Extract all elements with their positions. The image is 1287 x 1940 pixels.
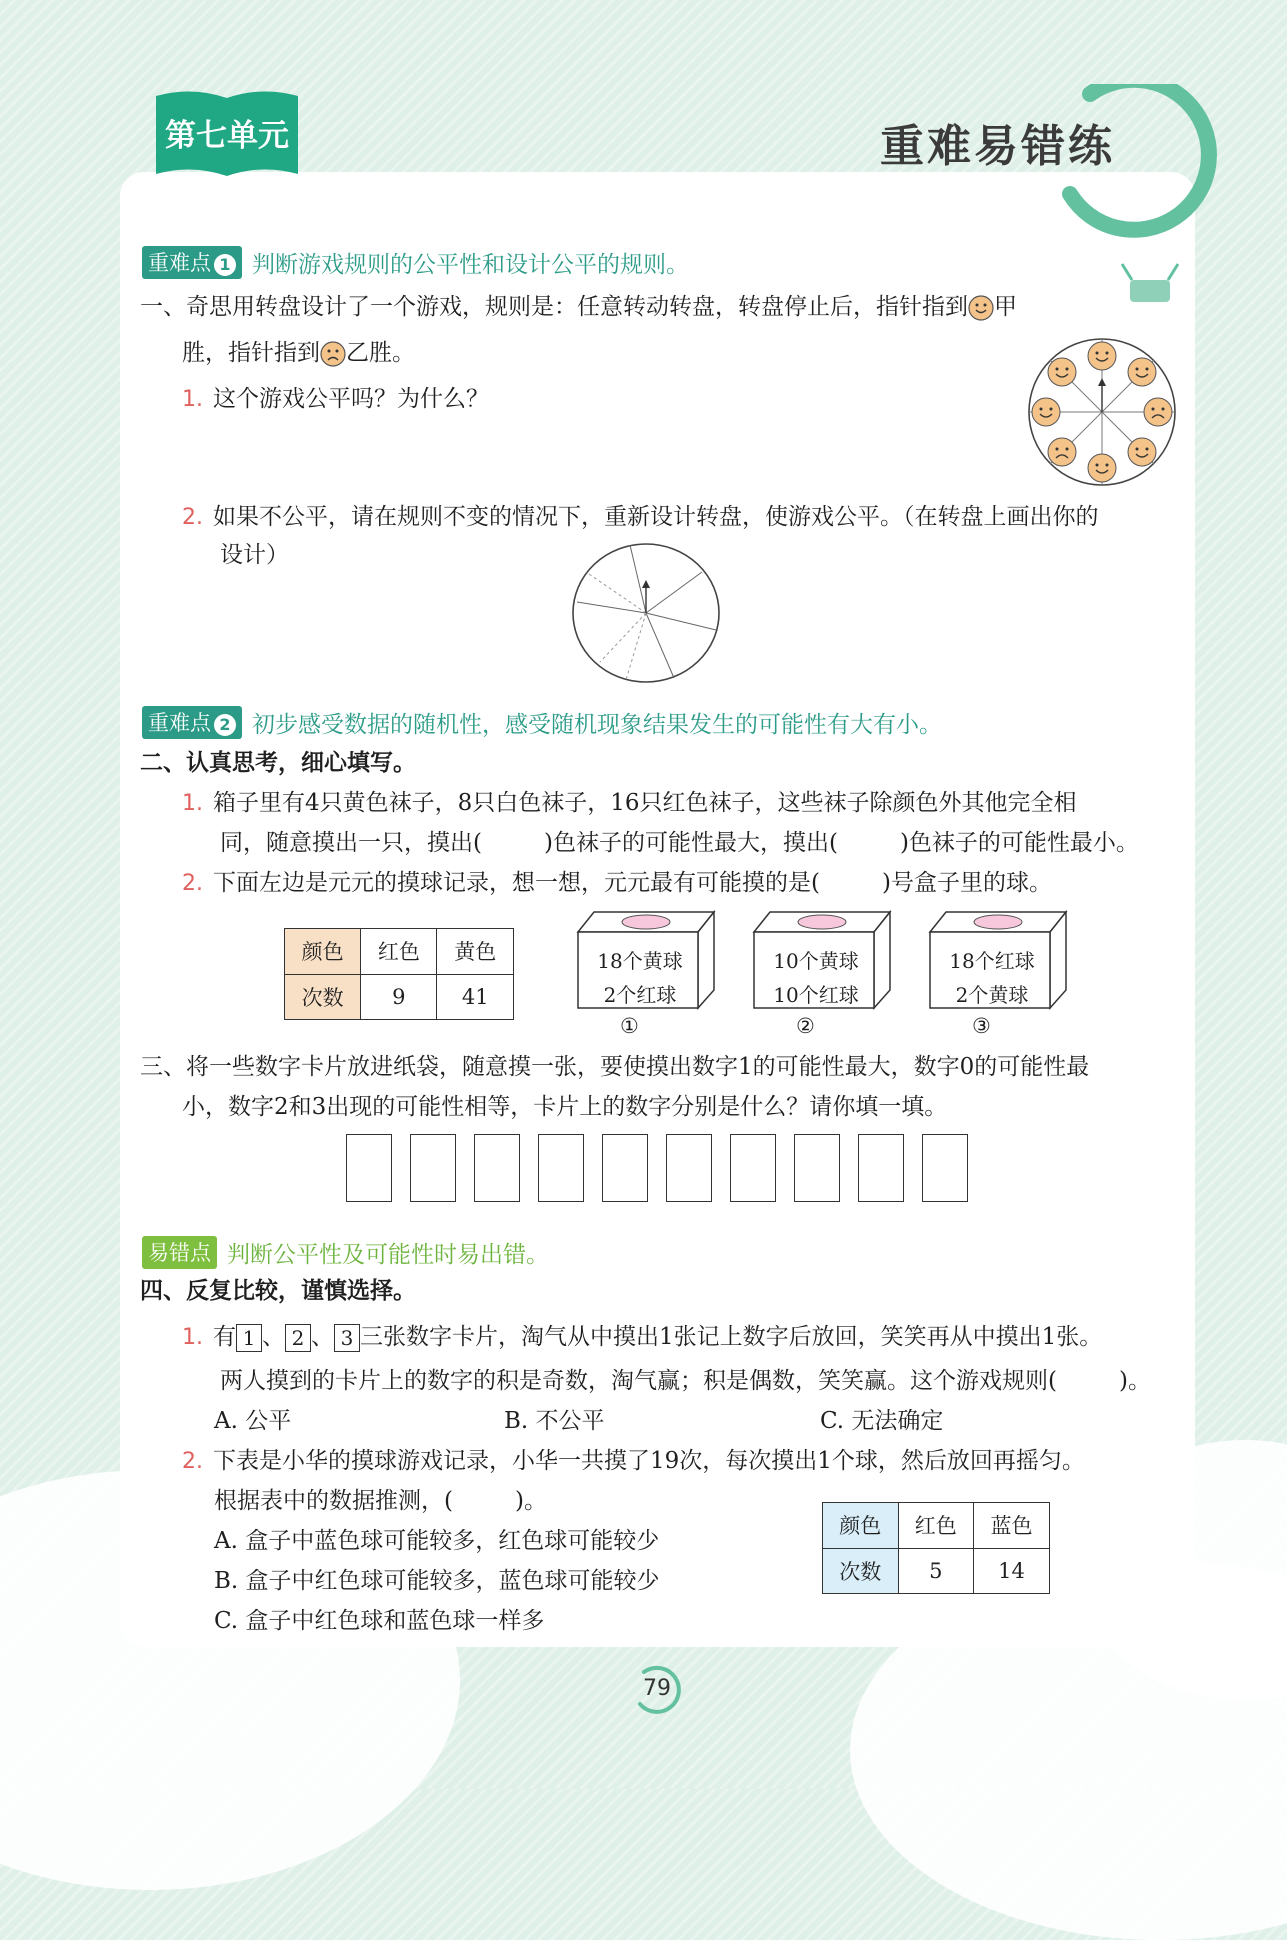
table-header-color: 颜色	[823, 1503, 899, 1549]
key-point-badge: 重难点 2	[142, 706, 242, 739]
box-label-3: ③	[972, 1014, 991, 1038]
q4-sub2-option-b[interactable]: B. 盒子中红色球可能较多，蓝色球可能较少	[214, 1568, 660, 1594]
table-cell-red-count: 5	[898, 1548, 974, 1594]
q2-sub2: 2. 下面左边是元元的摸球记录，想一想，元元最有可能摸的是( )号盒子里的球。	[182, 870, 1052, 896]
ball-box-3: 18个红球 2个黄球	[928, 910, 1068, 1010]
card-answer-box[interactable]	[858, 1134, 904, 1202]
draw-record-table	[284, 928, 514, 1020]
box-label-1: ①	[620, 1014, 639, 1038]
q4-sub2-option-c[interactable]: C. 盒子中红色球和蓝色球一样多	[214, 1608, 545, 1634]
q1-sub1: 1. 这个游戏公平吗？为什么？	[182, 386, 489, 412]
ball-record-table	[822, 1502, 1050, 1594]
q2-sub1: 1. 箱子里有4只黄色袜子，8只白色袜子，16只红色袜子，这些袜子除颜色外其他完全相	[182, 790, 1077, 816]
table-header-red: 红色	[898, 1503, 974, 1549]
table-header-color: 颜色	[285, 929, 361, 975]
table-label-count: 次数	[285, 974, 361, 1020]
card-answer-box[interactable]	[602, 1134, 648, 1202]
page-heading: 重难易错练	[880, 121, 1115, 172]
q3-line1: 三、将一些数字卡片放进纸袋，随意摸一张，要使摸出数字1的可能性最大，数字0的可能性最	[140, 1054, 1090, 1080]
q2-sub1-line2: 同，随意摸出一只，摸出( )色袜子的可能性最大，摸出( )色袜子的可能性最小。	[220, 830, 1139, 856]
smile-face-icon	[968, 295, 994, 321]
table-label-count: 次数	[823, 1548, 899, 1594]
card-answer-box[interactable]	[666, 1134, 712, 1202]
q2-heading: 二、认真思考，细心填写。	[140, 750, 416, 776]
box-label-2: ②	[796, 1014, 815, 1038]
spinner-faces-icon	[1026, 336, 1178, 488]
q4-sub2: 2. 下表是小华的摸球游戏记录，小华一共摸了19次，每次摸出1个球，然后放回再摇匀。	[182, 1448, 1085, 1474]
blank-spinner-icon[interactable]	[570, 542, 722, 684]
card-answer-box[interactable]	[922, 1134, 968, 1202]
card-answer-box[interactable]	[730, 1134, 776, 1202]
card-answer-box[interactable]	[794, 1134, 840, 1202]
key-point-3	[142, 1236, 549, 1269]
table-header-yellow: 黄色	[437, 929, 514, 975]
q1-line2: 胜，指针指到 乙胜。	[182, 340, 415, 366]
card-answer-box[interactable]	[346, 1134, 392, 1202]
key-point-2	[142, 706, 942, 739]
page-number: 79	[643, 1676, 671, 1701]
key-point-text: 初步感受数据的随机性，感受随机现象结果发生的可能性有大有小。	[252, 712, 942, 738]
q1-sub2-line2: 设计）	[220, 542, 289, 568]
card-answer-box[interactable]	[538, 1134, 584, 1202]
number-card: 3	[334, 1324, 360, 1352]
number-card: 2	[285, 1324, 311, 1352]
key-point-1	[142, 246, 689, 279]
q4-sub2-option-a[interactable]: A. 盒子中蓝色球可能较多，红色球可能较少	[214, 1528, 660, 1554]
sad-face-icon	[320, 341, 346, 367]
q4-sub1-option-a[interactable]: A. 公平	[214, 1408, 292, 1434]
unit-label: 第七单元	[165, 118, 289, 154]
card-answer-box[interactable]	[410, 1134, 456, 1202]
ball-box-2: 10个黄球 10个红球	[752, 910, 892, 1010]
number-card: 1	[236, 1324, 262, 1352]
key-point-badge: 易错点	[142, 1236, 217, 1269]
q1-heading: 一、奇思用转盘设计了一个游戏，规则是：任意转动转盘，转盘停止后，指针指到 甲	[140, 294, 1017, 320]
table-cell-red-count: 9	[361, 974, 437, 1020]
q4-sub1-option-c[interactable]: C. 无法确定	[820, 1408, 944, 1434]
key-point-badge: 重难点 1	[142, 246, 242, 279]
key-point-text: 判断公平性及可能性时易出错。	[227, 1242, 549, 1268]
q4-sub1: 1. 有 1 、 2 、 3 三张数字卡片，淘气从中摸出1张记上数字后放回，笑笑再从中摸出1张。	[182, 1324, 1103, 1350]
q4-sub1-option-b[interactable]: B. 不公平	[504, 1408, 605, 1434]
balloon-icon	[1060, 84, 1260, 304]
q1-sub2: 2. 如果不公平，请在规则不变的情况下，重新设计转盘，使游戏公平。（在转盘上画出你的	[182, 504, 1099, 530]
card-answer-box[interactable]	[474, 1134, 520, 1202]
q4-heading: 四、反复比较，谨慎选择。	[140, 1278, 416, 1304]
table-header-blue: 蓝色	[974, 1503, 1050, 1549]
table-cell-blue-count: 14	[974, 1548, 1050, 1594]
table-cell-yellow-count: 41	[437, 974, 514, 1020]
ball-box-1: 18个黄球 2个红球	[576, 910, 716, 1010]
q4-sub2-line2: 根据表中的数据推测，( )。	[214, 1488, 547, 1514]
q3-line2: 小，数字2和3出现的可能性相等，卡片上的数字分别是什么？请你填一填。	[182, 1094, 948, 1120]
key-point-text: 判断游戏规则的公平性和设计公平的规则。	[252, 252, 689, 278]
table-header-red: 红色	[361, 929, 437, 975]
q4-sub1-line2: 两人摸到的卡片上的数字的积是奇数，淘气赢；积是偶数，笑笑赢。这个游戏规则( )。	[220, 1368, 1151, 1394]
